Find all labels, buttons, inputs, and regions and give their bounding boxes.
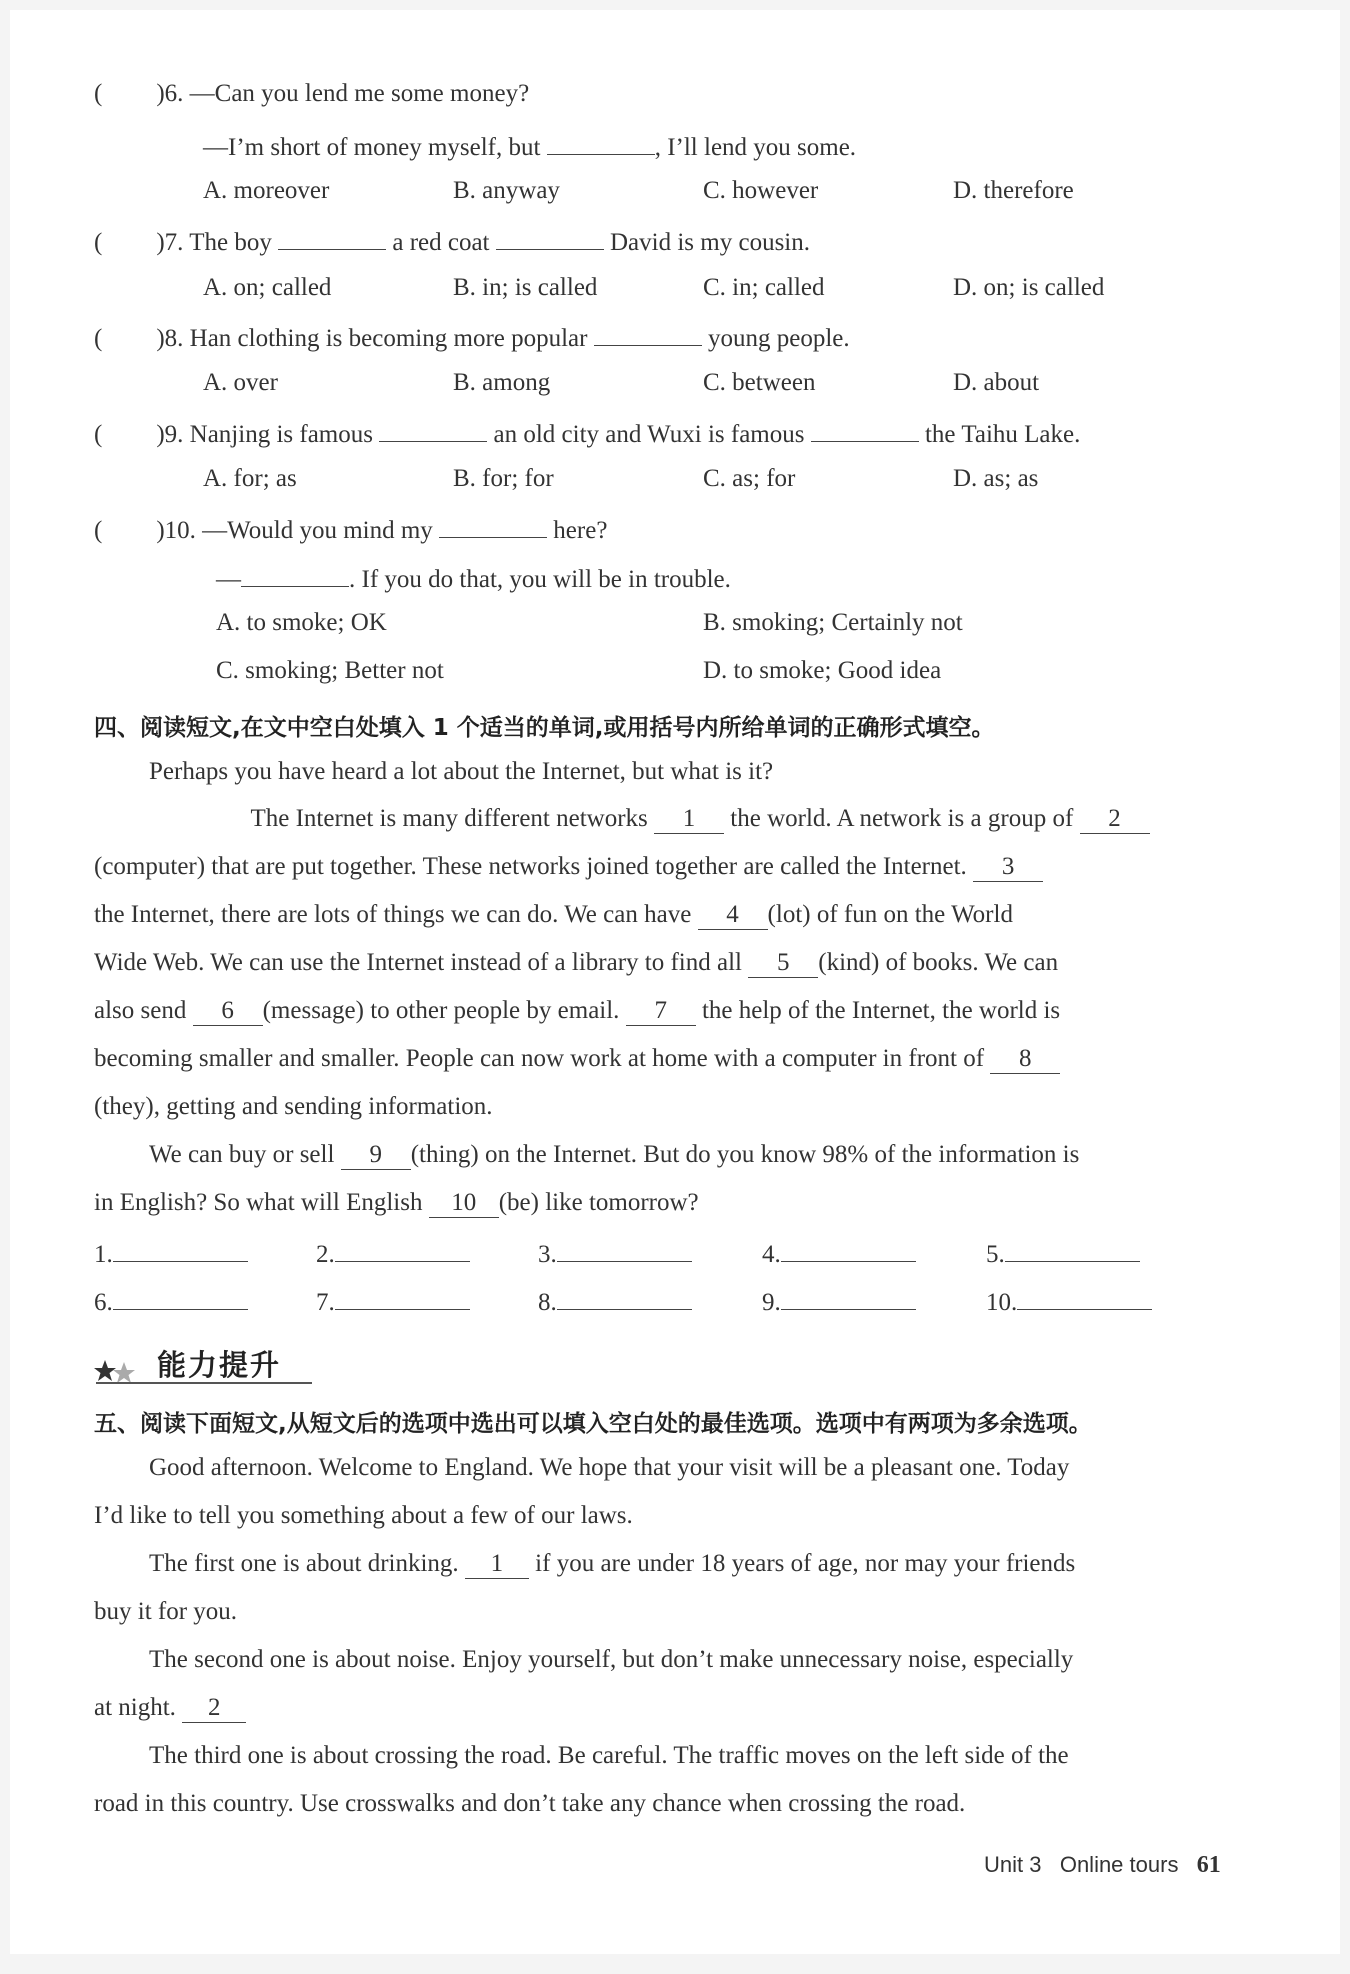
option-a[interactable]: A. over	[203, 369, 278, 396]
passage-line: We can buy or sell 9 (thing) on the Internet. But do you know 98% of the information is	[149, 1141, 1080, 1168]
answer-blank[interactable]	[439, 511, 547, 538]
passage-line: also send 6 (message) to other people by email. 7 the help of the Internet, the world is	[94, 997, 1061, 1024]
passage-line: The second one is about noise. Enjoy yourself, but don’t make unnecessary noise, especially	[149, 1646, 1074, 1673]
blank-2[interactable]: 2	[1080, 805, 1150, 834]
blank-3[interactable]: 3	[973, 853, 1043, 882]
option-d[interactable]: D. about	[953, 369, 1040, 396]
section-underline	[96, 1382, 312, 1384]
answer-line-2[interactable]: 2.	[316, 1235, 470, 1271]
answer-blank[interactable]	[547, 128, 655, 155]
two-stars-icon	[94, 1358, 144, 1384]
answer-line-7[interactable]: 7.	[316, 1283, 470, 1319]
answer-blank[interactable]	[496, 223, 604, 250]
option-d[interactable]: D. therefore	[953, 177, 1074, 204]
page-number: 61	[1196, 1852, 1221, 1878]
option-a[interactable]: A. on; called	[203, 274, 332, 301]
option-c[interactable]: C. in; called	[703, 274, 825, 301]
option-c[interactable]: C. between	[703, 369, 816, 396]
answer-line-6[interactable]: 6.	[94, 1283, 248, 1319]
passage-line: in English? So what will English 10 (be) like tomorrow?	[94, 1189, 699, 1216]
answer-line-4[interactable]: 4.	[762, 1235, 916, 1271]
passage-line: I’d like to tell you something about a few of our laws.	[94, 1502, 633, 1529]
blank-4[interactable]: 4	[698, 901, 768, 930]
question-6	[94, 78, 529, 110]
option-d[interactable]: D. to smoke; Good idea	[703, 657, 942, 684]
page-footer	[984, 1852, 1221, 1879]
ability-section-title: 能力提升	[157, 1348, 282, 1382]
option-b[interactable]: B. anyway	[453, 177, 560, 204]
answer-blank[interactable]	[379, 415, 487, 442]
question-10: ( )10. —Would you mind my here?	[94, 511, 607, 547]
blank-8[interactable]: 8	[990, 1045, 1060, 1074]
option-d[interactable]: D. as; as	[953, 465, 1039, 492]
answer-line-5[interactable]: 5.	[986, 1235, 1140, 1271]
answer-blank[interactable]	[594, 319, 702, 346]
answer-line-1[interactable]: 1.	[94, 1235, 248, 1271]
unit-title: Online tours	[1059, 1852, 1179, 1877]
passage-line: (computer) that are put together. These networks joined together are called the Internet. 3	[94, 851, 1043, 883]
option-c[interactable]: C. smoking; Better not	[216, 657, 444, 684]
question-6-line-2: —I’m short of money myself, but , I’ll lend you some.	[203, 128, 856, 164]
answer-line-10[interactable]: 10.	[986, 1283, 1152, 1319]
answer-blank[interactable]	[811, 415, 919, 442]
question-number: )6.	[156, 80, 184, 107]
blank-6[interactable]: 6	[193, 997, 263, 1026]
passage-line: Wide Web. We can use the Internet instead of a library to find all 5 (kind) of books. We can	[94, 949, 1059, 976]
answer-blank[interactable]	[241, 560, 349, 587]
blank-1[interactable]: 1	[465, 1550, 529, 1579]
option-a[interactable]: A. to smoke; OK	[216, 609, 387, 636]
passage-line: at night. 2	[94, 1692, 246, 1724]
question-8: ( )8. Han clothing is becoming more popular young people.	[94, 319, 850, 355]
answer-blank[interactable]	[278, 223, 386, 250]
passage-line: the Internet, there are lots of things we can do. We can have 4 (lot) of fun on the World	[94, 901, 1013, 928]
option-c[interactable]: C. however	[703, 177, 819, 204]
blank-7[interactable]: 7	[626, 997, 696, 1026]
passage-line: buy it for you.	[94, 1598, 238, 1625]
option-a[interactable]: A. for; as	[203, 465, 297, 492]
passage-line: becoming smaller and smaller. People can now work at home with a computer in front of 8	[94, 1043, 1060, 1075]
passage-line: The Internet is many different networks 1 the world. A network is a group of 2	[94, 803, 1251, 835]
blank-5[interactable]: 5	[748, 949, 818, 978]
option-b[interactable]: B. in; is called	[453, 274, 598, 301]
workbook-page	[10, 10, 1340, 1954]
option-b[interactable]: B. smoking; Certainly not	[703, 609, 963, 636]
blank-2[interactable]: 2	[182, 1694, 246, 1723]
option-d[interactable]: D. on; is called	[953, 274, 1105, 301]
blank-1[interactable]: 1	[654, 805, 724, 834]
option-a[interactable]: A. moreover	[203, 177, 330, 204]
question-10-line-2: — . If you do that, you will be in trouble.	[216, 560, 731, 596]
answer-line-3[interactable]: 3.	[538, 1235, 692, 1271]
blank-10[interactable]: 10	[429, 1189, 499, 1218]
passage-line: (they), getting and sending information.	[94, 1093, 493, 1120]
blank-9[interactable]: 9	[341, 1141, 411, 1170]
option-c[interactable]: C. as; for	[703, 465, 796, 492]
passage-line: road in this country. Use crosswalks and don’t take any chance when crossing the road.	[94, 1790, 966, 1817]
passage-line: The third one is about crossing the road. Be careful. The traffic moves on the left side of the	[149, 1742, 1069, 1769]
answer-paren-open: (	[94, 80, 103, 107]
answer-line-9[interactable]: 9.	[762, 1283, 916, 1319]
question-stem: —Can you lend me some money?	[189, 80, 530, 107]
question-7: ( )7. The boy a red coat David is my cousin.	[94, 223, 810, 259]
question-9: ( )9. Nanjing is famous an old city and Wuxi is famous the Taihu Lake.	[94, 415, 1080, 451]
unit-label: Unit 3	[984, 1852, 1042, 1877]
option-b[interactable]: B. among	[453, 369, 551, 396]
answer-line-8[interactable]: 8.	[538, 1283, 692, 1319]
passage-line: Good afternoon. Welcome to England. We hope that your visit will be a pleasant one. Today	[149, 1454, 1070, 1481]
passage-line: Perhaps you have heard a lot about the Internet, but what is it?	[149, 758, 774, 785]
section-4-heading: 四、阅读短文,在文中空白处填入 1 个适当的单词,或用括号内所给单词的正确形式填空。	[94, 715, 995, 741]
passage-line: The first one is about drinking. 1 if you are under 18 years of age, nor may your friends	[149, 1550, 1076, 1577]
section-5-heading: 五、阅读下面短文,从短文后的选项中选出可以填入空白处的最佳选项。选项中有两项为多余选项。	[94, 1411, 1092, 1437]
option-b[interactable]: B. for; for	[453, 465, 554, 492]
